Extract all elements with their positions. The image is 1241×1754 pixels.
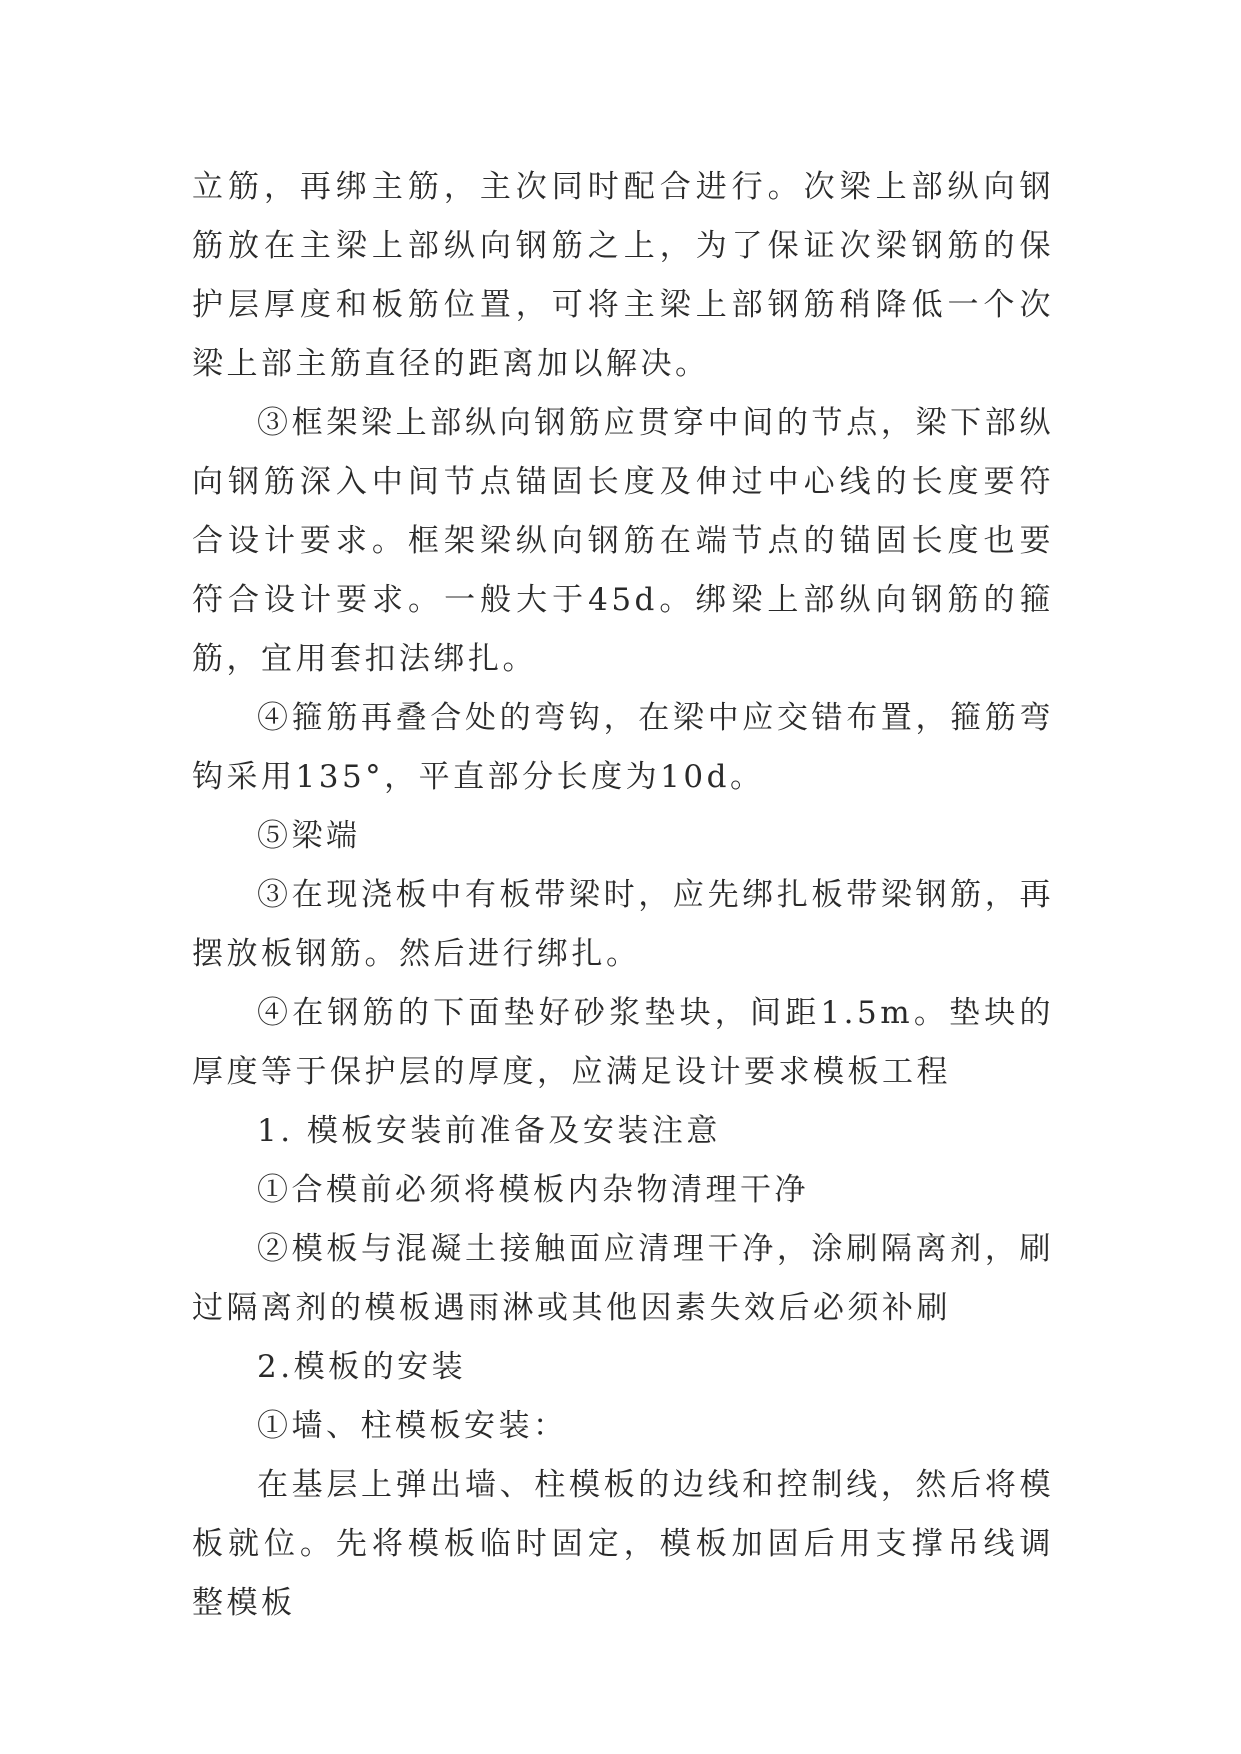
paragraph: ⑤梁端 [257, 818, 361, 854]
paragraph: ①合模前必须将模板内杂物清理干净 [257, 1172, 809, 1208]
paragraph: ④箍筋再叠合处的弯钩，在梁中应交错布置，箍筋弯钩采用135°，平直部分长度为10d。 [192, 700, 1054, 795]
paragraph: ③在现浇板中有板带梁时，应先绑扎板带梁钢筋，再摆放板钢筋。然后进行绑扎。 [192, 877, 1054, 972]
paragraph: ③框架梁上部纵向钢筋应贯穿中间的节点，梁下部纵向钢筋深入中间节点锚固长度及伸过中心线的长度要符合设计要求。框架梁纵向钢筋在端节点的锚固长度也要符合设计要求。一般大于45d。绑梁上部纵向钢筋的箍筋，宜用套扣法绑扎。 [192, 405, 1054, 677]
paragraph: 在基层上弹出墙、柱模板的边线和控制线，然后将模板就位。先将模板临时固定，模板加固后用支撑吊线调整模板 [192, 1467, 1054, 1621]
document-body [192, 158, 1054, 1633]
paragraph: ①墙、柱模板安装： [257, 1408, 568, 1444]
paragraph: ④在钢筋的下面垫好砂浆垫块，间距1.5m。垫块的厚度等于保护层的厚度，应满足设计要求模板工程 [192, 995, 1054, 1090]
paragraph: 立筋，再绑主筋，主次同时配合进行。次梁上部纵向钢筋放在主梁上部纵向钢筋之上，为了保证次梁钢筋的保护层厚度和板筋位置，可将主梁上部钢筋稍降低一个次梁上部主筋直径的距离加以解决。 [192, 169, 1054, 382]
paragraph: ②模板与混凝土接触面应清理干净，涂刷隔离剂，刷过隔离剂的模板遇雨淋或其他因素失效后必须补刷 [192, 1231, 1054, 1326]
section-heading: 1. 模板安装前准备及安装注意 [257, 1113, 721, 1149]
section-heading: 2.模板的安装 [257, 1349, 467, 1385]
